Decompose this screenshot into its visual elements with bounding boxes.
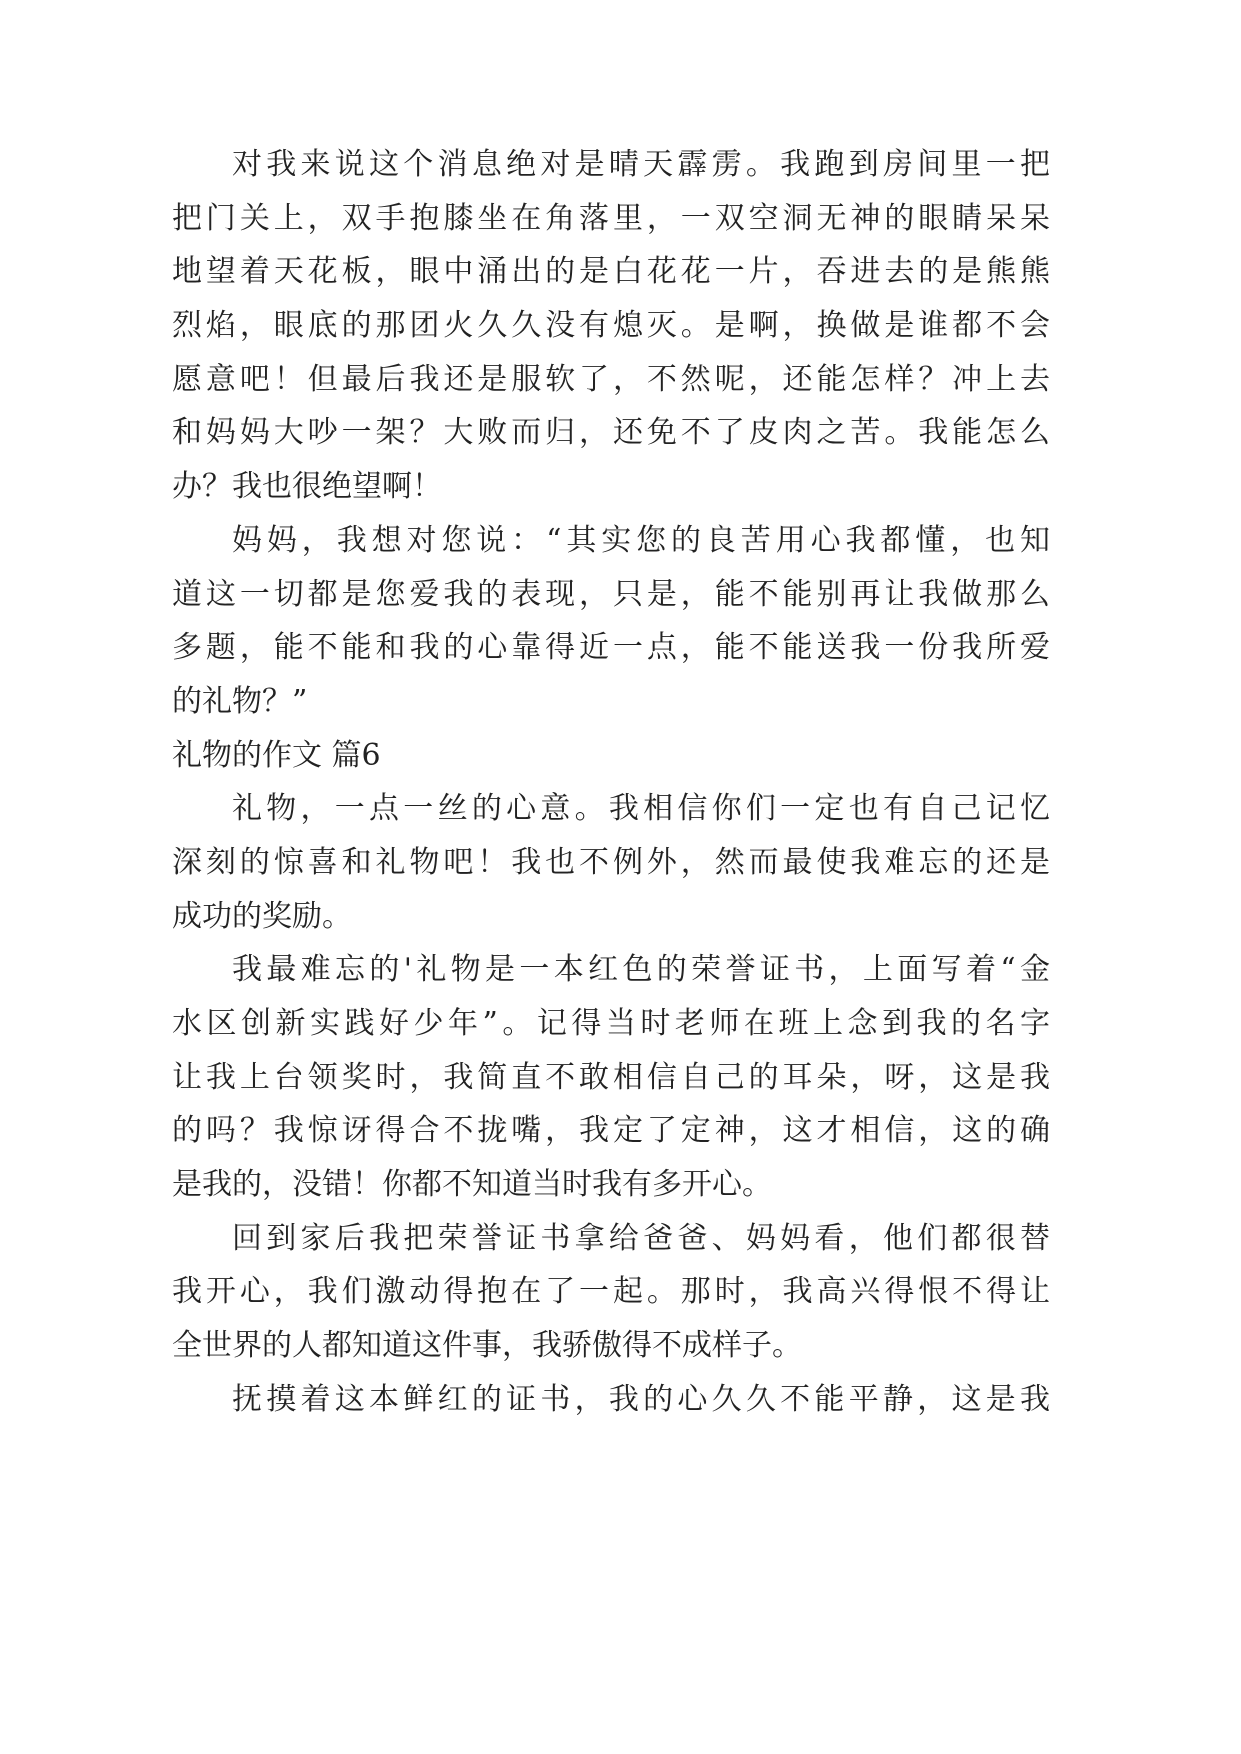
- text-line: 妈妈，我想对您说：“其实您的良苦用心我都懂，也知: [232, 522, 1050, 558]
- section-title: 礼物的作文 篇6: [172, 737, 381, 773]
- text-line: 深刻的惊喜和礼物吧！我也不例外，然而最使我难忘的还是: [172, 844, 1050, 880]
- text-line: 和妈妈大吵一架？大败而归，还免不了皮肉之苦。我能怎么: [172, 415, 1050, 451]
- text-line: 地望着天花板，眼中涌出的是白花花一片，吞进去的是熊熊: [172, 254, 1050, 290]
- text-line: 道这一切都是您爱我的表现，只是，能不能别再让我做那么: [172, 576, 1050, 612]
- text-line: 我最难忘的'礼物是一本红色的荣誉证书，上面写着“金: [232, 952, 1050, 988]
- text-line: 多题，能不能和我的心靠得近一点，能不能送我一份我所爱: [172, 630, 1050, 666]
- paragraph: [172, 138, 1050, 514]
- paragraph: [172, 782, 1050, 943]
- text-line: 礼物，一点一丝的心意。我相信你们一定也有自己记忆: [232, 791, 1050, 827]
- text-line: 办？我也很绝望啊！: [172, 469, 442, 505]
- text-line: 是我的，没错！你都不知道当时我有多开心。: [172, 1167, 772, 1203]
- text-line: 抚摸着这本鲜红的证书，我的心久久不能平静，这是我: [232, 1381, 1050, 1417]
- paragraph: [172, 1373, 1050, 1427]
- text-line: 的吗？我惊讶得合不拢嘴，我定了定神，这才相信，这的确: [172, 1113, 1050, 1149]
- paragraph: [172, 1212, 1050, 1373]
- text-line: 愿意吧！但最后我还是服软了，不然呢，还能怎样？冲上去: [172, 361, 1050, 397]
- text-line: 水区创新实践好少年”。记得当时老师在班上念到我的名字: [172, 1006, 1050, 1041]
- text-line: 成功的奖励。: [172, 898, 352, 934]
- text-line: 回到家后我把荣誉证书拿给爸爸、妈妈看，他们都很替: [232, 1220, 1050, 1256]
- text-line: 让我上台领奖时，我简直不敢相信自己的耳朵，呀，这是我: [172, 1059, 1050, 1095]
- text-line: 把门关上，双手抱膝坐在角落里，一双空洞无神的眼睛呆呆: [172, 200, 1050, 236]
- text-line: 的礼物？”: [172, 683, 308, 719]
- text-line: 我开心，我们激动得抱在了一起。那时，我高兴得恨不得让: [172, 1274, 1050, 1310]
- document-body: [172, 138, 1050, 1427]
- paragraph: [172, 943, 1050, 1211]
- text-line: 全世界的人都知道这件事，我骄傲得不成样子。: [172, 1328, 802, 1364]
- paragraph: [172, 514, 1050, 729]
- text-line: 烈焰，眼底的那团火久久没有熄灭。是啊，换做是谁都不会: [172, 308, 1050, 344]
- text-line: 对我来说这个消息绝对是晴天霹雳。我跑到房间里一把: [232, 147, 1050, 182]
